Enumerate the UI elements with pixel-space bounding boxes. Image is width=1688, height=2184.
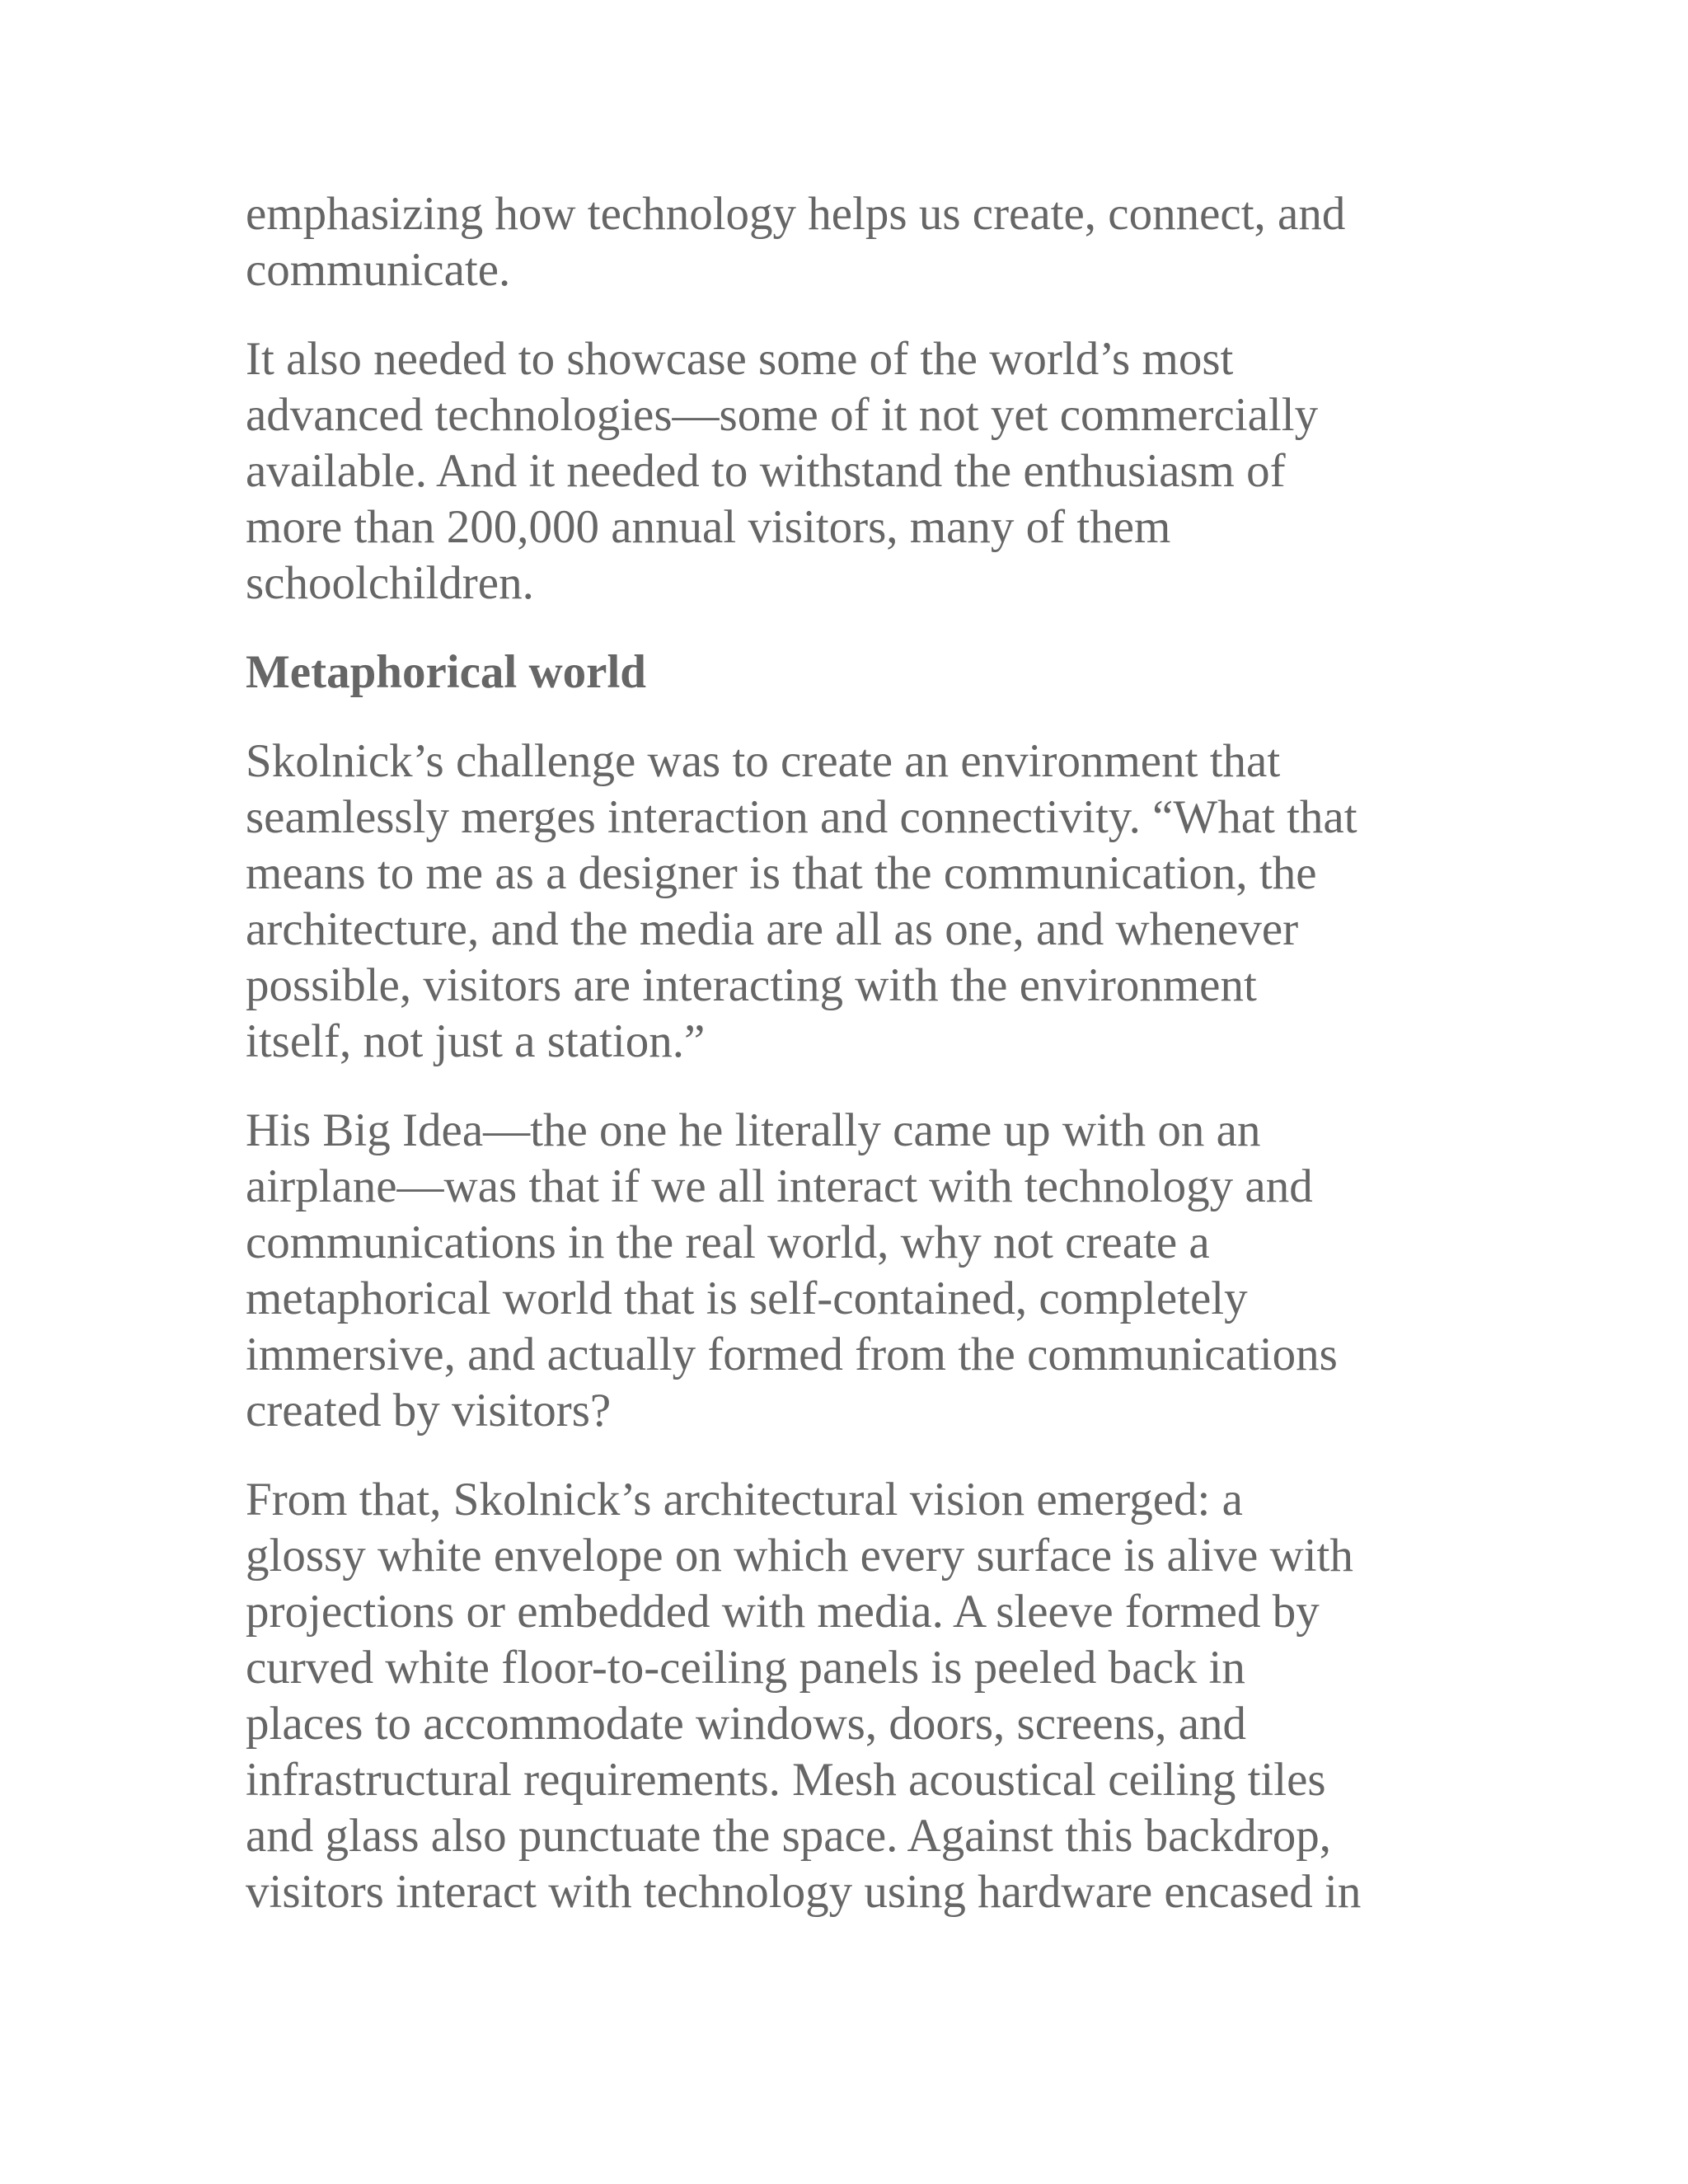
text-line: architecture, and the media are all as one, and whenever xyxy=(246,903,1299,955)
paragraph-3 xyxy=(246,733,1432,1070)
text-line: communications in the real world, why not create a xyxy=(246,1216,1210,1268)
text-line: Skolnick’s challenge was to create an environment that xyxy=(246,735,1281,787)
text-line: metaphorical world that is self-contained, completely xyxy=(246,1272,1248,1324)
text-line: means to me as a designer is that the communication, the xyxy=(246,847,1317,899)
text-line: and glass also punctuate the space. Against this backdrop, xyxy=(246,1810,1332,1862)
text-line: emphasizing how technology helps us create, connect, and xyxy=(246,188,1346,240)
text-line: immersive, and actually formed from the communications xyxy=(246,1329,1338,1380)
text-line: From that, Skolnick’s architectural vision emerged: a xyxy=(246,1474,1243,1526)
section-heading: Metaphorical world xyxy=(246,646,647,698)
text-line: communicate. xyxy=(246,244,511,296)
text-line: projections or embedded with media. A sleeve formed by xyxy=(246,1586,1320,1638)
text-line: infrastructural requirements. Mesh acoustical ceiling tiles xyxy=(246,1754,1326,1806)
text-line: itself, not just a station.” xyxy=(246,1015,706,1067)
text-line: visitors interact with technology using hardware encased in xyxy=(246,1866,1362,1918)
text-line: curved white floor-to-ceiling panels is peeled back in xyxy=(246,1642,1245,1694)
text-line: It also needed to showcase some of the world’s most xyxy=(246,333,1234,385)
paragraph-2 xyxy=(246,331,1432,612)
text-line: seamlessly merges interaction and connectivity. “What that xyxy=(246,791,1357,843)
text-line: His Big Idea—the one he literally came up with on an xyxy=(246,1104,1261,1156)
text-line: airplane—was that if we all interact with technology and xyxy=(246,1160,1313,1212)
text-line: places to accommodate windows, doors, screens, and xyxy=(246,1698,1247,1750)
paragraph-1 xyxy=(246,186,1432,298)
text-line: glossy white envelope on which every surface is alive with xyxy=(246,1530,1353,1582)
text-line: schoolchildren. xyxy=(246,557,534,609)
text-line: available. And it needed to withstand the enthusiasm of xyxy=(246,445,1286,497)
text-line: advanced technologies—some of it not yet commercially xyxy=(246,389,1319,441)
text-line: possible, visitors are interacting with the environment xyxy=(246,959,1257,1011)
text-line: created by visitors? xyxy=(246,1385,612,1436)
paragraph-4 xyxy=(246,1103,1432,1439)
text-line: more than 200,000 annual visitors, many of them xyxy=(246,501,1171,553)
document-page xyxy=(246,186,1432,1953)
paragraph-5 xyxy=(246,1472,1432,1920)
